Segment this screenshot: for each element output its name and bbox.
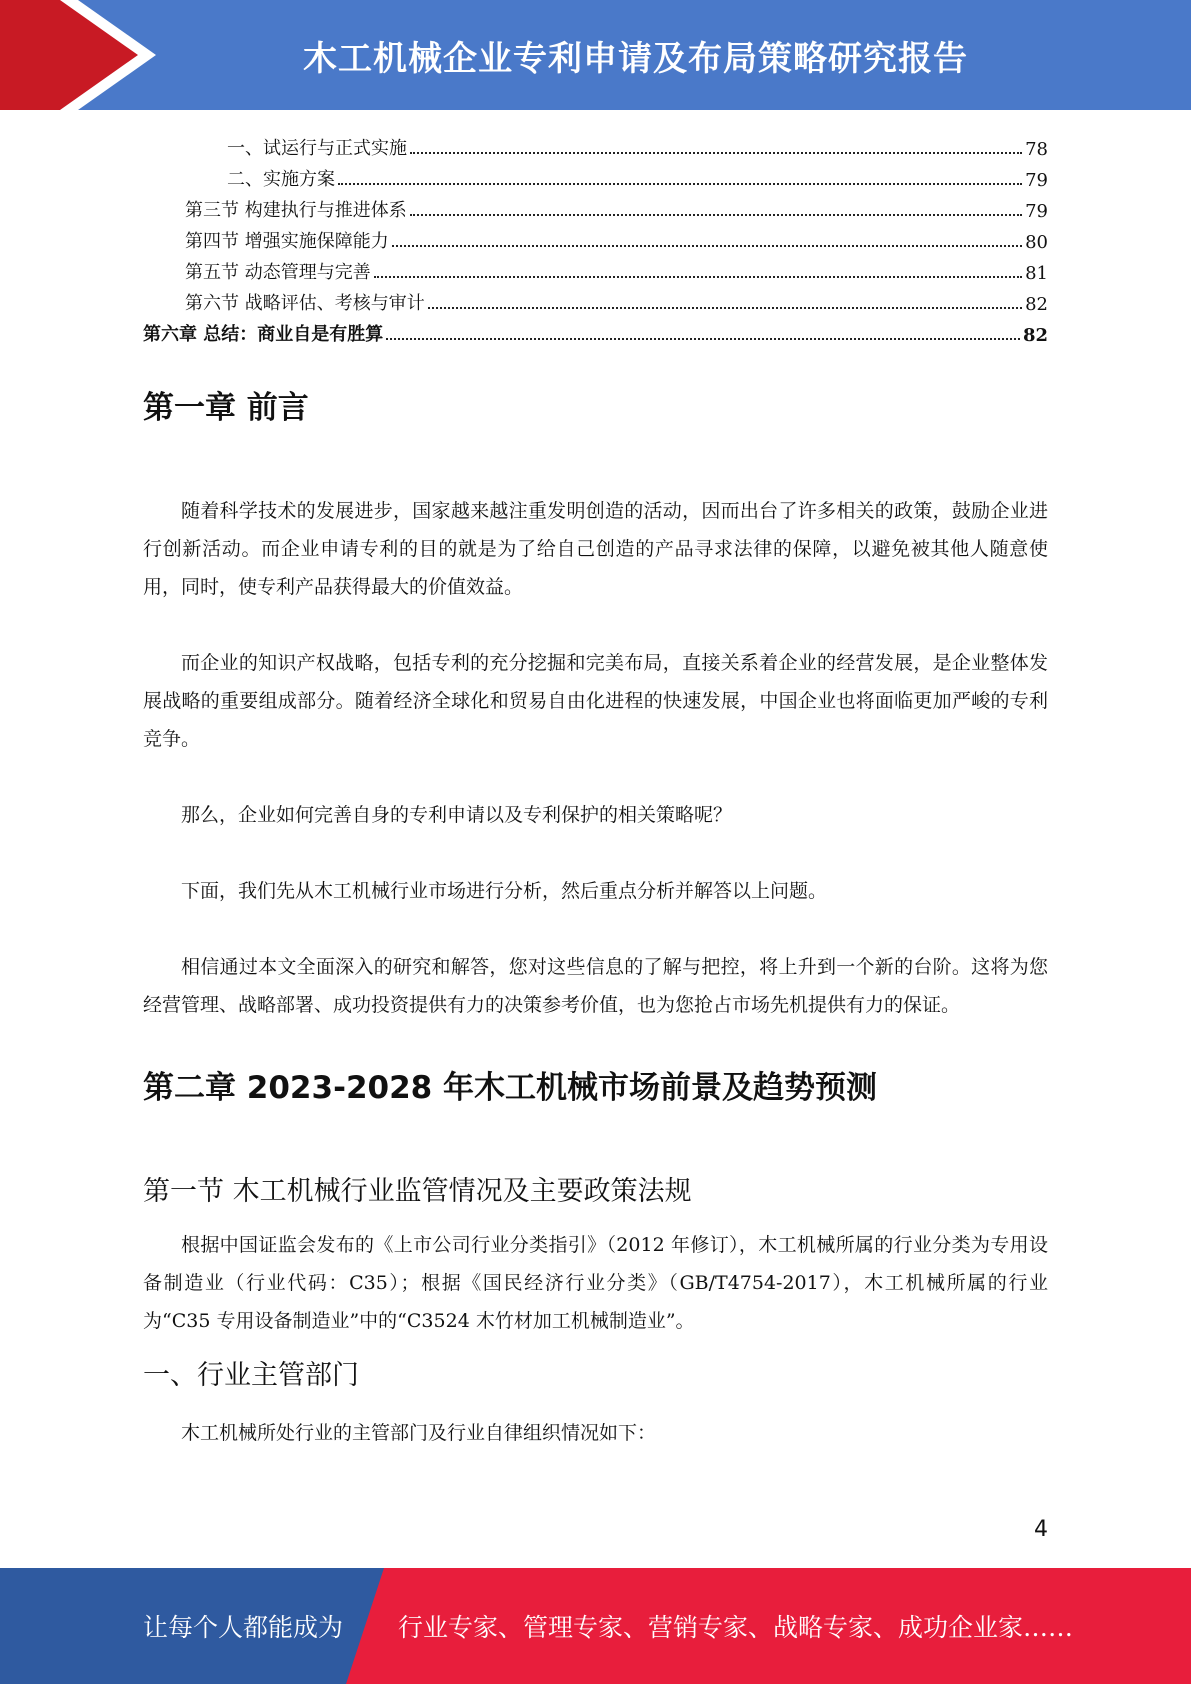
toc-entry-label: 一、试运行与正式实施 xyxy=(227,138,407,159)
toc-leader-dots xyxy=(392,245,1022,247)
paragraph: 木工机械所处行业的主管部门及行业自律组织情况如下： xyxy=(181,1422,657,1444)
report-title: 木工机械企业专利申请及布局策略研究报告 xyxy=(303,38,968,79)
chapter-heading: 第一章 前言 xyxy=(143,390,309,426)
toc-leader-dots xyxy=(338,183,1022,185)
table-of-contents xyxy=(143,129,1048,346)
toc-entry-label: 第四节 增强实施保障能力 xyxy=(185,231,389,252)
toc-leader-dots xyxy=(374,276,1022,278)
page-footer xyxy=(0,1568,1191,1684)
toc-entry-page: 82 xyxy=(1025,294,1048,315)
toc-entry[interactable] xyxy=(143,129,1048,160)
paragraph: 根据中国证监会发布的《上市公司行业分类指引》（2012 年修订），木工机械所属的行业分类为专用设备制造业（行业代码：C35）；根据《国民经济行业分类》（GB/T4754-2017），木工机械所属的行业为“C35 专用设备制造业”中的“C3524 木竹材加工机械制造业”。 xyxy=(143,1234,1048,1332)
toc-entry[interactable] xyxy=(143,253,1048,284)
paragraph: 相信通过本文全面深入的研究和解答，您对这些信息的了解与把控，将上升到一个新的台阶。这将为您经营管理、战略部署、成功投资提供有力的决策参考价值，也为您抢占市场先机提供有力的保证。 xyxy=(143,956,1048,1016)
toc-entry[interactable] xyxy=(143,222,1048,253)
paragraph: 那么，企业如何完善自身的专利申请以及专利保护的相关策略呢？ xyxy=(181,804,733,826)
chapter-heading: 第二章 2023-2028 年木工机械市场前景及趋势预测 xyxy=(143,1070,878,1106)
document-body xyxy=(143,380,1048,1452)
paragraph: 随着科学技术的发展进步，国家越来越注重发明创造的活动，因而出台了许多相关的政策，鼓励企业进行创新活动。而企业申请专利的目的就是为了给自己创造的产品寻求法律的保障，以避免被其他人随意使用，同时，使专利产品获得最大的价值效益。 xyxy=(143,500,1048,598)
toc-entry-label: 第三节 构建执行与推进体系 xyxy=(185,200,407,221)
toc-entry-label: 第六节 战略评估、考核与审计 xyxy=(185,293,425,314)
toc-entry-page: 81 xyxy=(1025,263,1048,284)
section-heading: 第一节 木工机械行业监管情况及主要政策法规 xyxy=(143,1176,692,1207)
toc-entry-page: 79 xyxy=(1025,170,1048,191)
page-header xyxy=(0,0,1191,110)
toc-entry[interactable] xyxy=(143,160,1048,191)
footer-slogan-left: 让每个人都能成为 xyxy=(143,1613,344,1642)
toc-entry-page: 78 xyxy=(1025,139,1048,160)
paragraph: 而企业的知识产权战略，包括专利的充分挖掘和完美布局，直接关系着企业的经营发展，是企业整体发展战略的重要组成部分。随着经济全球化和贸易自由化进程的快速发展，中国企业也将面临更加严峻的专利竞争。 xyxy=(143,652,1048,750)
toc-entry[interactable] xyxy=(143,284,1048,315)
toc-leader-dots xyxy=(386,338,1020,340)
toc-leader-dots xyxy=(428,307,1022,309)
footer-slogan-right: 行业专家、管理专家、营销专家、战略专家、成功企业家…… xyxy=(398,1613,1074,1642)
toc-entry-page: 80 xyxy=(1025,232,1048,253)
toc-entry-label: 第六章 总结：商业自是有胜算 xyxy=(143,324,384,345)
toc-entry[interactable] xyxy=(143,191,1048,222)
toc-entry-label: 第五节 动态管理与完善 xyxy=(185,262,371,283)
subsection-heading: 一、行业主管部门 xyxy=(143,1360,359,1391)
toc-leader-dots xyxy=(410,214,1022,216)
toc-entry-chapter[interactable] xyxy=(143,315,1048,346)
toc-leader-dots xyxy=(410,152,1022,154)
toc-entry-label: 二、实施方案 xyxy=(227,169,335,190)
paragraph: 下面，我们先从木工机械行业市场进行分析，然后重点分析并解答以上问题。 xyxy=(181,880,828,902)
toc-entry-page: 79 xyxy=(1025,201,1048,222)
toc-entry-page: 82 xyxy=(1022,325,1048,346)
header-red-arrow xyxy=(0,0,148,110)
page-number: 4 xyxy=(1034,1517,1048,1542)
